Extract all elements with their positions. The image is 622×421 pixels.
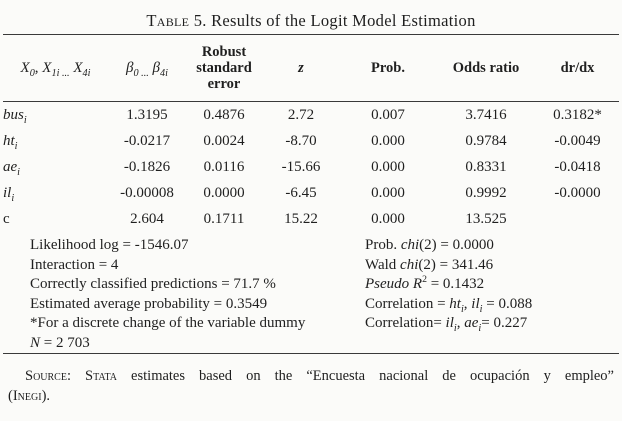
- summary-interaction: Interaction = 4: [30, 256, 119, 273]
- column-header-robust-se: Robust standard error: [186, 35, 262, 102]
- drdx-value: 0.3182*: [553, 106, 602, 123]
- z-value: 15.22: [284, 210, 318, 227]
- se-value: 0.0116: [203, 158, 245, 175]
- source-note: [0, 366, 622, 406]
- summary-estimated-probability: Estimated average probability = 0.3549: [30, 295, 268, 312]
- prob-value: 0.000: [371, 132, 405, 149]
- column-header-odds-ratio: Odds ratio: [436, 35, 536, 102]
- odds-ratio-value: 0.9992: [465, 184, 507, 201]
- table-title: [0, 0, 622, 34]
- z-value: -15.66: [281, 158, 321, 175]
- column-header-variables: $X_0$, $X_{1i ...}$ $X_{4i}$: [3, 35, 108, 102]
- odds-ratio-value: 0.9784: [465, 132, 507, 149]
- beta-value: 1.3195: [126, 106, 168, 123]
- variable-label: $ht_i$: [3, 132, 18, 152]
- table-title-caps: Table 5.: [146, 11, 207, 30]
- beta-value: 2.604: [130, 210, 164, 227]
- summary-correlation-il-ae: Correlation= $il_i$, $ae_i= 0.227$: [365, 315, 528, 334]
- table-row-ae: [3, 154, 619, 180]
- prob-value: 0.000: [371, 184, 405, 201]
- odds-ratio-value: 3.7416: [465, 106, 507, 123]
- variable-label: $ae_i$: [3, 158, 21, 178]
- variable-label: bus$_i$: [3, 106, 27, 126]
- summary-likelihood-log: Likelihood log = -1546.07: [30, 237, 189, 253]
- column-header-beta: $\beta_{0 ...}$ $\beta_{4i}$: [108, 35, 186, 102]
- column-header-drdx: dr/dx: [536, 35, 619, 102]
- z-value: -6.45: [285, 184, 317, 201]
- table-row-ht: [3, 128, 619, 154]
- beta-value: -0.00008: [120, 184, 174, 201]
- drdx-value: [536, 206, 619, 232]
- column-header-prob: Prob.: [340, 35, 436, 102]
- source-note-line2: (Inegi).: [8, 388, 51, 404]
- odds-ratio-value: 0.8331: [465, 158, 507, 175]
- summary-correlation-ht-il: Correlation = $ht_i$, $il_i = 0.088$: [365, 295, 533, 315]
- source-inegi: Inegi: [12, 388, 42, 404]
- source-label: Source:: [25, 368, 71, 384]
- summary-n-observations: N = 2 703: [30, 334, 90, 351]
- results-table: [3, 35, 619, 232]
- se-value: 0.1711: [203, 210, 245, 227]
- summary-correctly-classified: Correctly classified predictions = 71.7 %: [30, 276, 276, 292]
- se-value: 0.0000: [203, 184, 245, 201]
- variable-label: $il_i$: [3, 184, 15, 204]
- summary-empty-cell: [365, 334, 622, 354]
- source-stata: Stata: [70, 368, 118, 384]
- z-value: 2.72: [287, 106, 315, 123]
- beta-value: -0.1826: [123, 158, 171, 175]
- z-value: -8.70: [285, 132, 317, 149]
- table-row-bus: [3, 102, 619, 129]
- drdx-value: -0.0049: [554, 132, 601, 149]
- table-title-text: Results of the Logit Model Estimation: [206, 11, 476, 30]
- summary-prob-chi: Prob. chi(2) = 0.0000: [365, 237, 494, 253]
- table-header-row: [3, 35, 619, 102]
- drdx-value: -0.0000: [554, 184, 601, 201]
- summary-dummy-note: *For a discrete change of the variable dummy: [30, 315, 306, 331]
- bottom-rule: [3, 353, 619, 354]
- column-header-z: z: [262, 35, 340, 102]
- summary-pseudo-r2: Pseudo $R^2 = 0.1432$: [365, 274, 485, 292]
- se-value: 0.4876: [203, 106, 245, 123]
- prob-value: 0.000: [371, 158, 405, 175]
- table-row-constant: [3, 206, 619, 232]
- variable-label: c: [3, 210, 10, 227]
- odds-ratio-value: 13.525: [465, 210, 507, 227]
- summary-section: [0, 236, 622, 353]
- drdx-value: -0.0418: [554, 158, 601, 175]
- source-note-line1: [8, 366, 614, 386]
- prob-value: 0.007: [371, 106, 405, 123]
- prob-value: 0.000: [371, 210, 405, 227]
- beta-value: -0.0217: [123, 132, 171, 149]
- se-value: 0.0024: [203, 132, 245, 149]
- summary-wald-chi: Wald chi(2) = 341.46: [365, 256, 494, 273]
- source-text: estimates based on the “Encuesta nacional de ocupación y empleo”: [117, 368, 614, 384]
- table-row-il: [3, 180, 619, 206]
